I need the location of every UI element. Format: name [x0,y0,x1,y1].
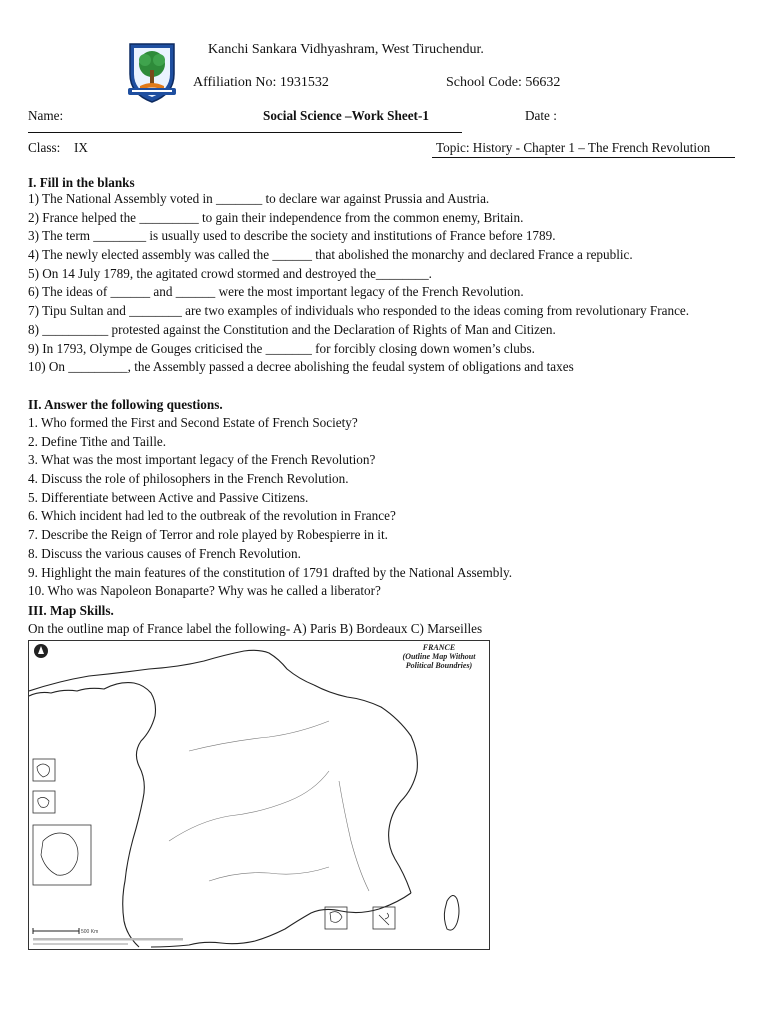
class-value: IX [74,140,88,155]
list-item: 9. Highlight the main features of the constitution of 1791 drafted by the National Assembly. [28,564,513,580]
list-item: 6) The ideas of ______ and ______ were the most important legacy of the French Revolution. [28,284,524,300]
date-label: Date : [525,108,557,123]
school-logo-icon [122,40,182,104]
list-item: 8. Discuss the various causes of French Revolution. [28,545,301,561]
worksheet-title: Social Science –Work Sheet-1 [263,108,429,123]
class-label: Class: [28,140,61,155]
name-label: Name: [28,108,64,123]
section2-heading: II. Answer the following questions. [28,397,223,412]
compass-icon [34,644,48,658]
fill-blanks-list [28,190,689,377]
map-subtitle-line-2: Political Boundries) [405,661,473,670]
list-item: 9) In 1793, Olympe de Gouges criticised the _______ for forcibly closing down women’s clubs. [28,340,535,356]
list-item: 1. Who formed the First and Second Estate of French Society? [28,415,358,430]
map-scale-label: 500 Km [81,929,99,935]
list-item: 7. Describe the Reign of Terror and role played by Robespierre in it. [28,527,388,543]
list-item: 2) France helped the _________ to gain their independence from the common enemy, Britain. [28,209,524,225]
list-item: 10. Who was Napoleon Bonaparte? Why was he called a liberator? [28,583,381,599]
list-item: 4) The newly elected assembly was called the ______ that abolished the monarchy and declared France a republic. [28,247,633,263]
topic-label: Topic: History - Chapter 1 – The French Revolution [436,140,711,155]
list-item: 2. Define Tithe and Taille. [28,433,167,449]
list-item: 5. Differentiate between Active and Passive Citizens. [28,489,309,505]
list-item: 1) The National Assembly voted in _______ to declare war against Prussia and Austria. [28,191,490,206]
name-underline [28,132,462,133]
list-item: 10) On _________, the Assembly passed a decree abolishing the feudal system of obligations and taxes [28,359,574,375]
school-name: Kanchi Sankara Vidhyashram, West Tiruchendur. [208,42,484,57]
map-credit-strip [33,938,183,945]
topic-underline [432,157,735,158]
list-item: 3) The term ________ is usually used to describe the society and institutions of France before 1789. [28,228,556,244]
list-item: 5) On 14 July 1789, the agitated crowd stormed and destroyed the________. [28,265,432,281]
list-item: 4. Discuss the role of philosophers in the French Revolution. [28,471,349,487]
map-instruction: On the outline map of France label the following- A) Paris B) Bordeaux C) Marseilles [28,621,483,636]
map-title: FRANCE [422,643,456,652]
list-item: 3. What was the most important legacy of the French Revolution? [28,452,376,468]
france-outline-map [28,640,490,950]
list-item: 6. Which incident had led to the outbreak of the revolution in France? [28,508,396,524]
map-subtitle-line-1: (Outline Map Without [402,652,476,661]
list-item: 7) Tipu Sultan and ________ are two examples of individuals who responded to the ideas coming from revolutionary France. [28,303,690,319]
list-item: 8) __________ protested against the Constitution and the Declaration of Rights of Man and Citizen. [28,321,556,337]
questions-list [28,414,512,601]
section3-heading: III. Map Skills. [28,603,114,618]
affiliation-number: Affiliation No: 1931532 [193,75,329,90]
school-code: School Code: 56632 [446,75,561,90]
section1-heading: I. Fill in the blanks [28,175,135,190]
